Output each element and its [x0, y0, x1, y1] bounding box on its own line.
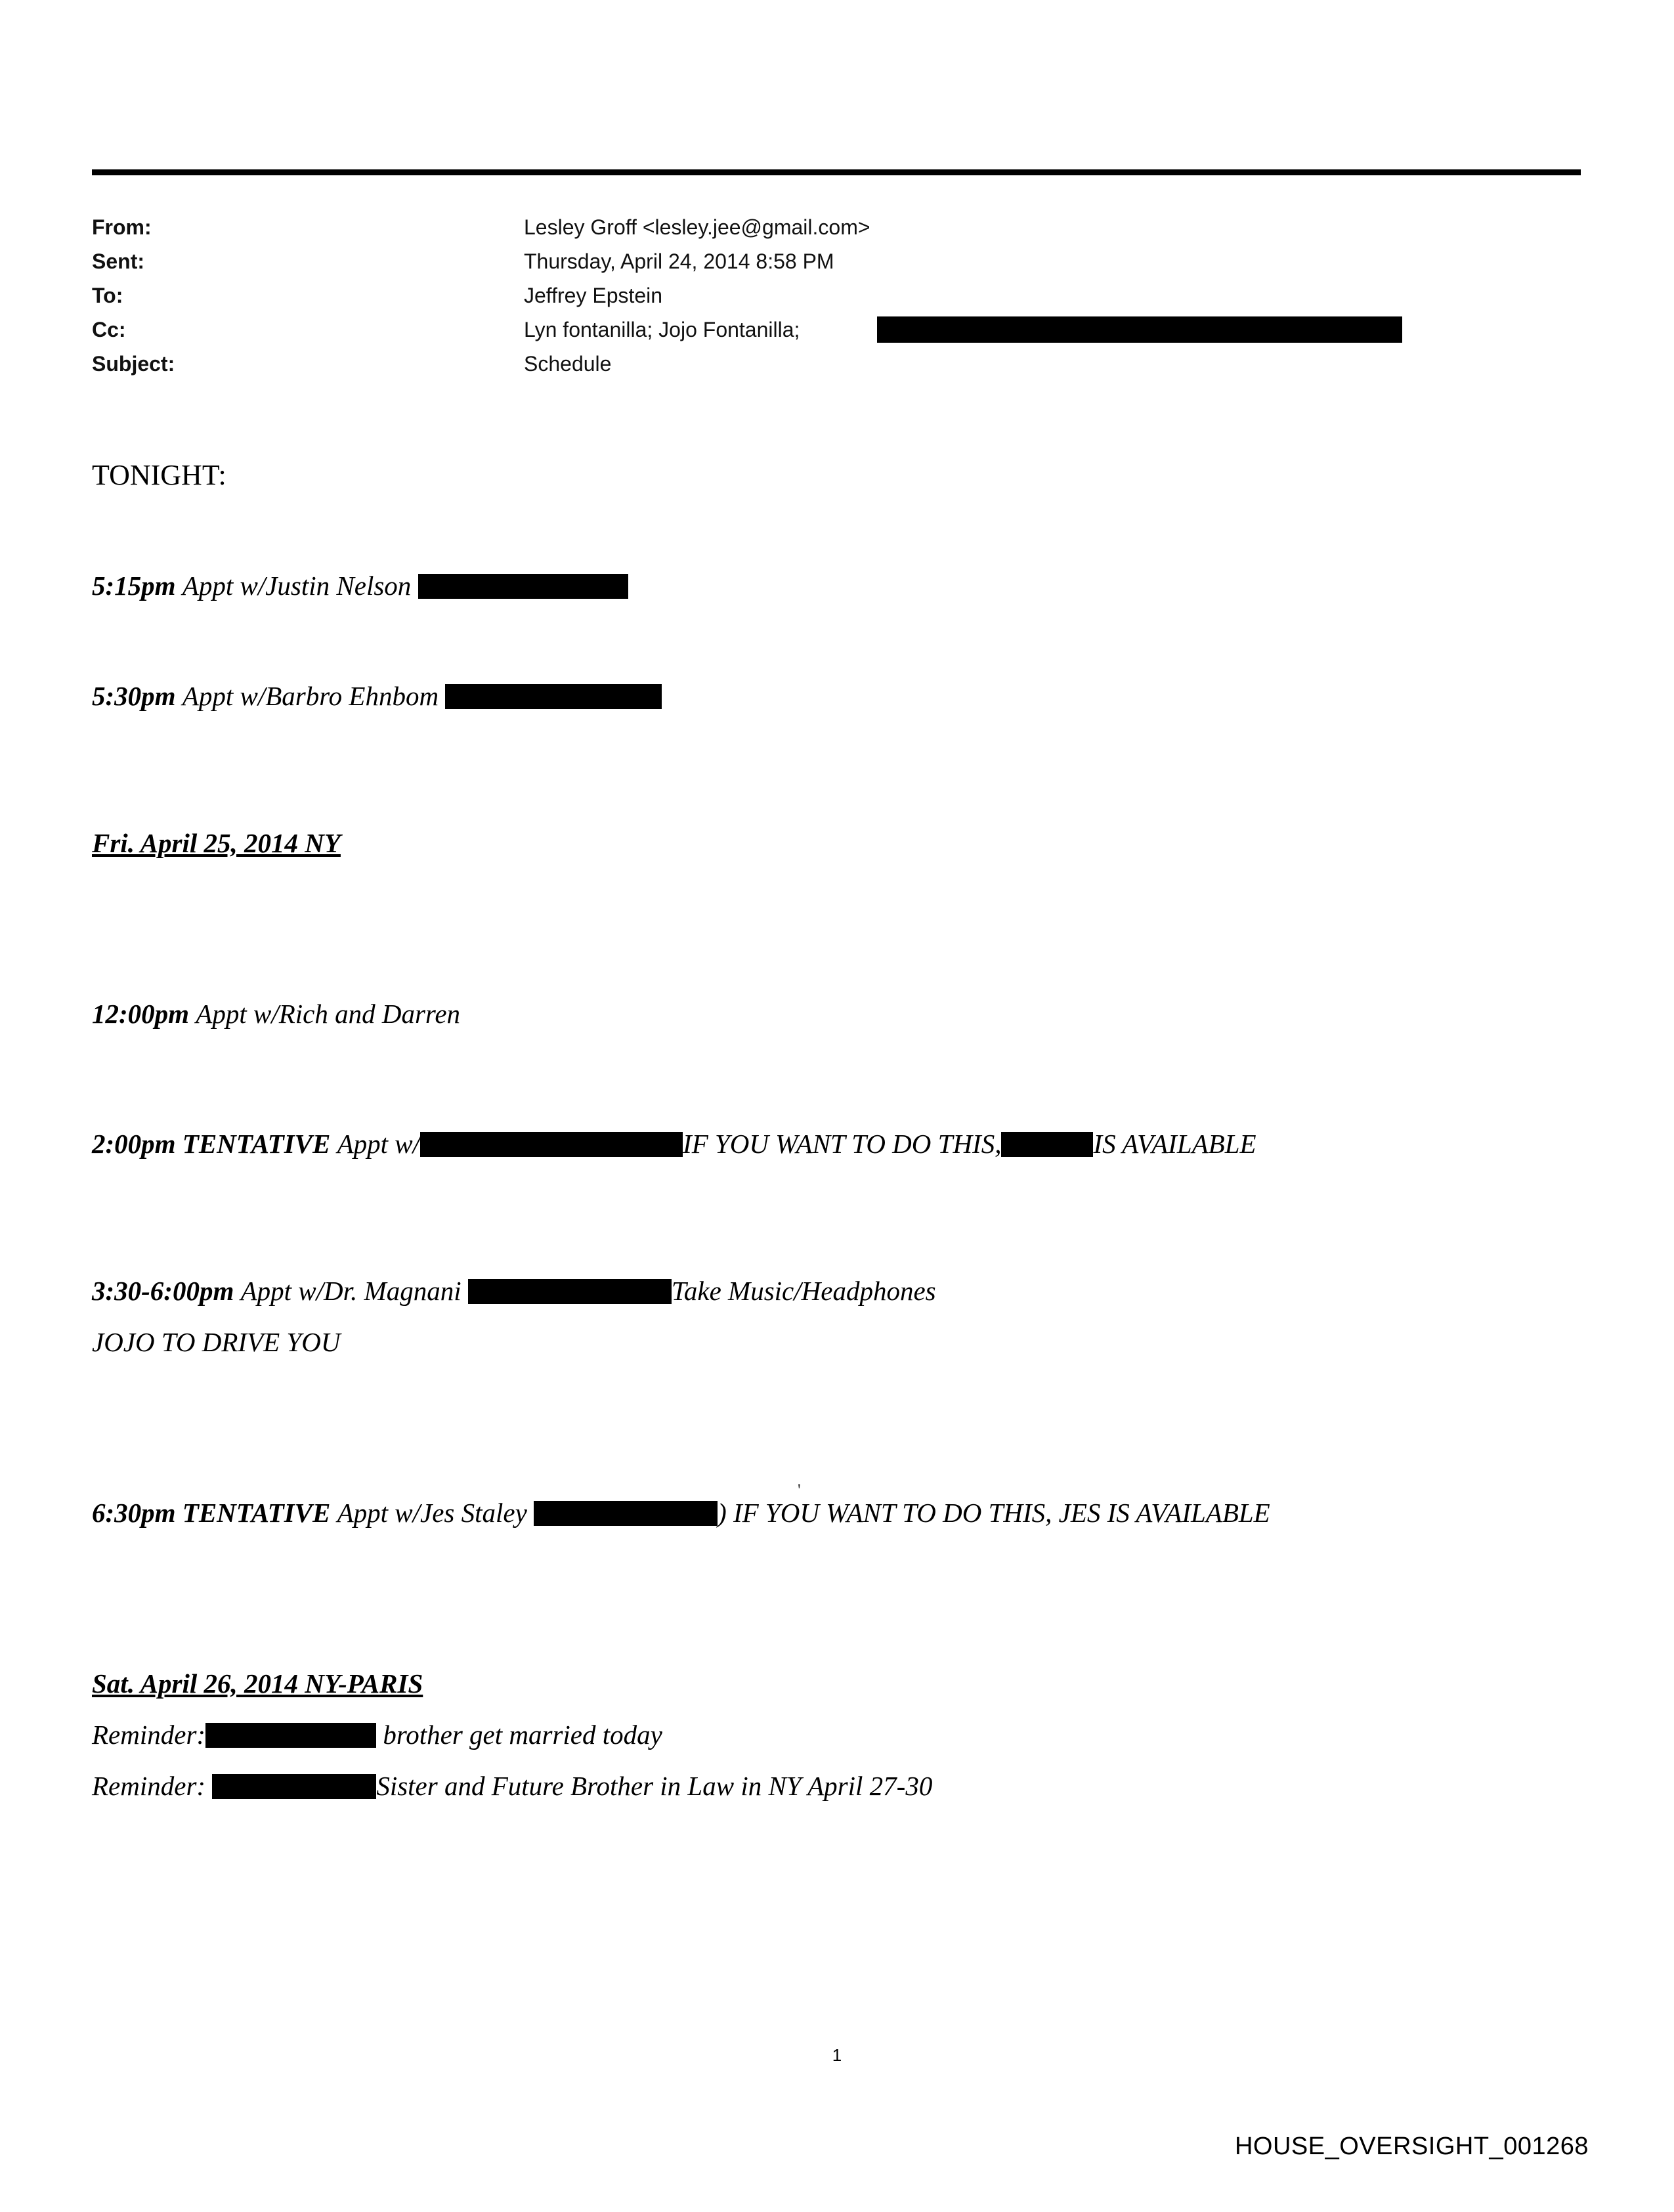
appointment-515pm: [92, 570, 1595, 601]
redaction-bar: [534, 1501, 718, 1526]
email-header-row-cc: [92, 313, 1589, 347]
appointment-text: Appt w/Jes Staley: [337, 1498, 534, 1528]
field-label-subject: Subject:: [92, 352, 175, 376]
appointment-530pm: [92, 680, 1595, 712]
appointment-630pm-tentative: [92, 1497, 1595, 1529]
appointment-330-600pm: [92, 1275, 1595, 1307]
appointment-text-after: ) IF YOU WANT TO DO THIS, JES IS AVAILABLE: [718, 1498, 1270, 1528]
reminder-label: Reminder:: [92, 1771, 213, 1801]
appointment-200pm-tentative: [92, 1128, 1595, 1160]
appointment-text-after2: IS AVAILABLE: [1093, 1129, 1256, 1159]
day-heading-friday: [92, 827, 1595, 859]
email-body: [92, 460, 1595, 1802]
day-heading-text: Sat. April 26, 2014 NY-PARIS: [92, 1668, 423, 1699]
field-label-from: From:: [92, 215, 152, 239]
email-header-row-sent: [92, 244, 1589, 278]
field-value-to: Jeffrey Epstein: [524, 284, 663, 307]
email-header-row-subject: [92, 347, 1589, 381]
appointment-time: 12:00pm: [92, 999, 196, 1029]
reminder-visitors: [92, 1770, 1595, 1802]
redaction-bar: [468, 1279, 672, 1304]
reminder-wedding: [92, 1719, 1595, 1750]
reminder-label: Reminder:: [92, 1720, 206, 1750]
appointment-time: 2:00pm TENTATIVE: [92, 1129, 337, 1159]
appointment-text-after: IF YOU WANT TO DO THIS,: [683, 1129, 1002, 1159]
field-label-to: To:: [92, 284, 123, 307]
appointment-text: Appt w/Barbro Ehnbom: [182, 681, 446, 711]
heading-tonight: TONIGHT:: [92, 459, 226, 491]
field-value-cc: Lyn fontanilla; Jojo Fontanilla;: [524, 318, 800, 341]
appointment-time: 6:30pm TENTATIVE: [92, 1498, 337, 1528]
appointment-text: Appt w/Justin Nelson: [182, 571, 418, 601]
bates-stamp: HOUSE_OVERSIGHT_001268: [1234, 2133, 1589, 2160]
field-value-sent: Thursday, April 24, 2014 8:58 PM: [524, 249, 834, 273]
appointment-text: Appt w/: [337, 1129, 421, 1159]
reminder-text: Sister and Future Brother in Law in NY April 27-30: [376, 1771, 933, 1801]
page-number: 1: [832, 2045, 842, 2065]
appointment-1200pm: [92, 998, 1595, 1030]
day-heading-text: Fri. April 25, 2014 NY: [92, 828, 341, 858]
appointment-time: 3:30-6:00pm: [92, 1276, 241, 1306]
appointment-time: 5:15pm: [92, 571, 182, 601]
redaction-bar: [212, 1774, 376, 1799]
redaction-bar: [418, 574, 628, 599]
email-header-block: [92, 210, 1589, 381]
redaction-bar: [445, 684, 662, 709]
redaction-bar: [420, 1132, 683, 1157]
redaction-bar: [1001, 1132, 1093, 1157]
reminder-text: brother get married today: [376, 1720, 662, 1750]
redaction-bar: [205, 1723, 376, 1748]
redaction-bar-cc: [877, 316, 1402, 343]
email-header-row-to: [92, 278, 1589, 313]
field-label-cc: Cc:: [92, 318, 126, 341]
email-header-row-from: [92, 210, 1589, 244]
appointment-time: 5:30pm: [92, 681, 182, 711]
note-text: JOJO TO DRIVE YOU: [92, 1327, 341, 1357]
field-label-sent: Sent:: [92, 249, 144, 273]
appointment-text: Appt w/Dr. Magnani: [240, 1276, 468, 1306]
field-value-from: Lesley Groff <lesley.jee@gmail.com>: [524, 215, 870, 239]
day-heading-saturday: [92, 1668, 1595, 1699]
field-value-subject: Schedule: [524, 352, 612, 376]
appointment-text-after: Take Music/Headphones: [671, 1276, 936, 1306]
header-divider: [92, 169, 1581, 175]
note-jojo-drive: [92, 1326, 1595, 1358]
stray-ink-mark: ': [798, 1481, 801, 1500]
appointment-text: Appt w/Rich and Darren: [196, 999, 461, 1029]
